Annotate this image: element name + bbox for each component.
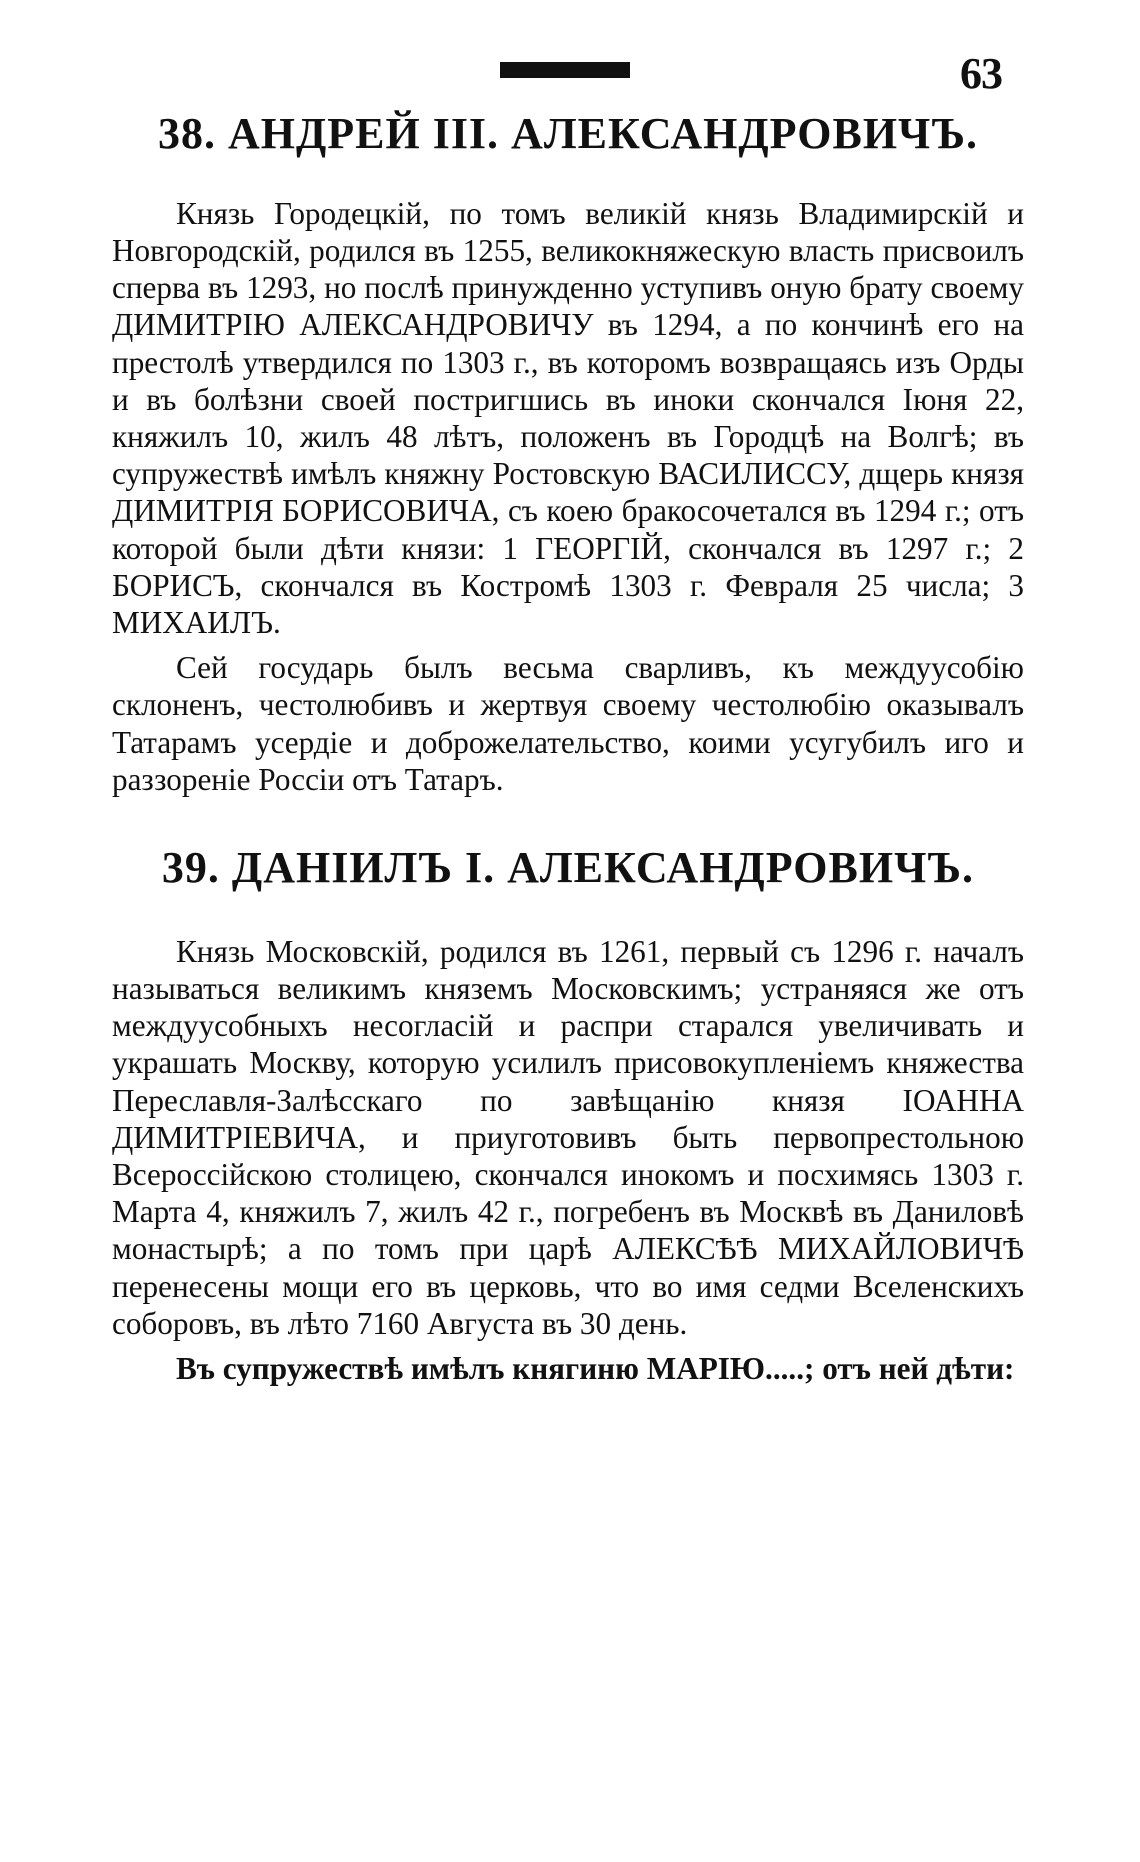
page-header bbox=[0, 48, 1140, 98]
section-andrey-iii bbox=[112, 108, 1024, 798]
section-title: 39. ДАНІИЛЪ I. АЛЕКСАНДРОВИЧЪ. bbox=[161, 843, 975, 893]
paragraph: Князь Московскій, родился въ 1261, первый съ 1296 г. началъ называться великимъ княземъ Московскимъ; устраняяся же отъ междуусобныхъ несогласій и распри старался увеличивать и украшать Москву, которую усилилъ присовокупленіемъ княжества Переславля-Залѣсскаго по завѣщанію князя ІОАННА ДИМИТРІЕВИЧА, и приуготовивъ быть первопрестольною Всероссійскою столицею, скончался инокомъ и посхимясь 1303 г. Марта 4, княжилъ 7, жилъ 42 г., погребенъ въ Москвѣ въ Даниловѣ монастырѣ; а по томъ при царѣ АЛЕКСѢѢ МИХАЙЛОВИЧѢ перенесены мощи его въ церковь, что во имя седми Вселенскихъ соборовъ, въ лѣто 7160 Августа въ 30 день. bbox=[112, 933, 1024, 1341]
header-ornament bbox=[500, 62, 630, 78]
page-number: 63 bbox=[960, 49, 1002, 98]
paragraph: Князь Городецкій, по томъ великій князь Владимирскій и Новгородскій, родился въ 1255, великокняжескую власть присвоилъ сперва въ 1293, но послѣ принужденно уступивъ оную брату своему ДИМИТРІЮ АЛЕКСАНДРОВИЧУ въ 1294, а по кончинѣ его на престолѣ утвердился по 1303 г., въ которомъ возвращаясь изъ Орды и въ болѣзни своей постригшись въ иноки скончался Іюня 22, княжилъ 10, жилъ 48 лѣтъ, положенъ въ Городцѣ на Волгѣ; въ супружествѣ имѣлъ княжну Ростовскую ВАСИЛИССУ, дщерь князя ДИМИТРІЯ БОРИСОВИЧА, съ коею бракосочетался въ 1294 г.; отъ которой были дѣти князи: 1 ГЕОРГІЙ, скончался въ 1297 г.; 2 БОРИСЪ, скончался въ Костромѣ 1303 г. Февраля 25 числа; 3 МИХАИЛЪ. bbox=[112, 195, 1024, 641]
page-content bbox=[112, 108, 1024, 1387]
paragraph: Въ супружествѣ имѣлъ княгиню МАРІЮ.....; отъ ней дѣти: bbox=[176, 1351, 1015, 1387]
section-daniil-i bbox=[112, 842, 1024, 1387]
paragraph: Сей государь былъ весьма сварливъ, къ междуусобію склоненъ, честолюбивъ и жертвуя своему честолюбію оказывалъ Татарамъ усердіе и доброжелательство, коими усугубилъ иго и раззореніе Россіи отъ Татаръ. bbox=[112, 650, 1024, 797]
section-title: 38. АНДРЕЙ III. АЛЕКСАНДРОВИЧЪ. bbox=[157, 109, 979, 158]
